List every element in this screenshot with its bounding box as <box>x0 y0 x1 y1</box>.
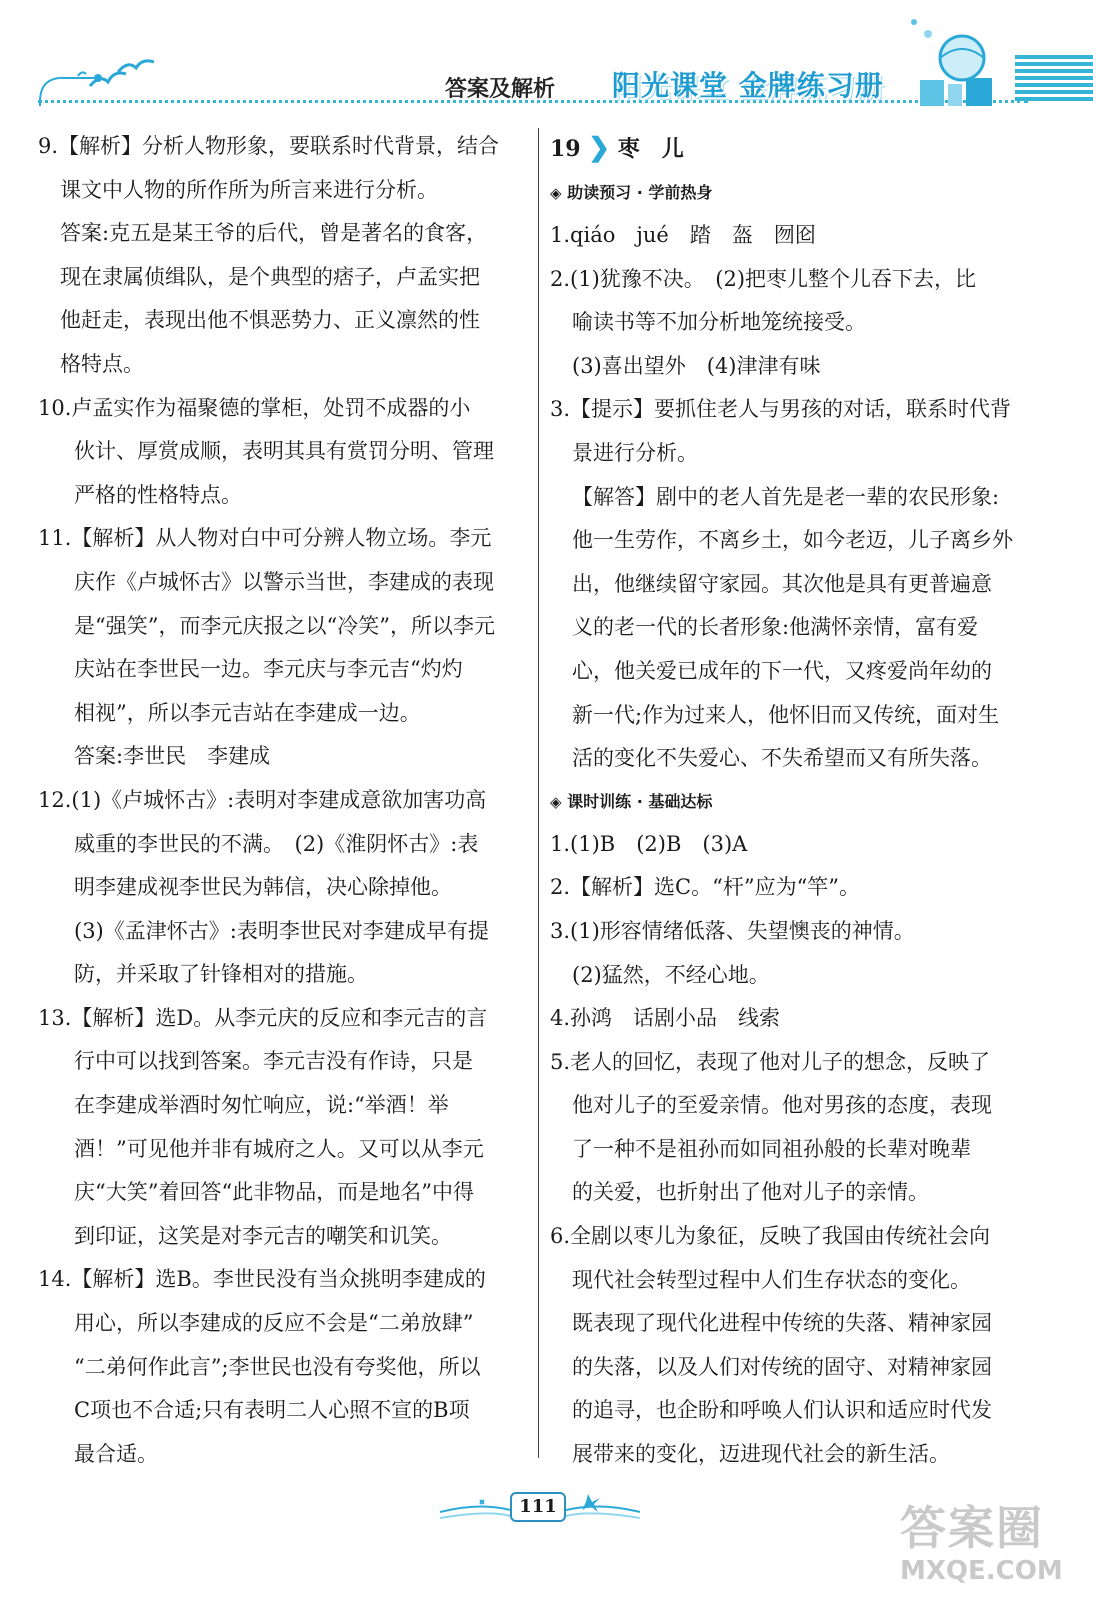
section-heading-text: 课时训练 · 基础达标 <box>567 791 713 811</box>
answer-11 <box>38 517 528 735</box>
lesson-name: 枣 儿 <box>617 136 684 162</box>
text-line: 的追寻，也企盼和呼唤人们认识和适应时代发 <box>572 1398 992 1423</box>
watermark <box>900 1500 1080 1595</box>
text-line: 答案:李世民 李建成 <box>74 744 271 769</box>
text-line: 1.(1)B (2)B (3)A <box>550 831 748 856</box>
text-line: 14.【解析】选B。李世民没有当众挑明李建成的 <box>38 1267 486 1292</box>
watermark-url: MXQE.COM <box>900 1556 1063 1586</box>
text-line: 相视”，所以李元吉站在李建成一边。 <box>74 700 421 725</box>
section-label: 答案及解析 <box>445 77 556 102</box>
preview-answer-2-part3 <box>550 345 1035 389</box>
text-line: 最合适。 <box>74 1441 158 1466</box>
training-answer-4 <box>550 997 1035 1041</box>
preview-answer-2 <box>550 258 1035 345</box>
diamond-bullet-icon: ◈ <box>550 184 562 202</box>
watermark-text: 答案圈 <box>900 1501 1044 1555</box>
page-footer <box>440 1478 640 1528</box>
preview-answer-3-solution <box>550 476 1035 781</box>
text-line: 庆“大笑”着回答“此非物品，而是地名”中得 <box>74 1180 474 1205</box>
text-line: 到印证，这笑是对李元吉的嘲笑和讥笑。 <box>74 1223 452 1248</box>
text-line: 用心，所以李建成的反应不会是“二弟放肆” <box>74 1311 474 1336</box>
text-line: 3.【提示】要抓住老人与男孩的对话，联系时代背 <box>550 397 1012 422</box>
text-line: 答案:克五是某王爷的后代，曾是著名的食客， <box>60 221 488 246</box>
book-title: 阳光课堂 金牌练习册 <box>612 69 884 102</box>
training-answer-1 <box>550 823 1035 867</box>
text-line: 9.【解析】分析人物形象，要联系时代背景，结合 <box>38 134 500 158</box>
text-line: 5.老人的回忆，表现了他对儿子的想念，反映了 <box>550 1049 991 1074</box>
text-line: (2)猛然，不经心地。 <box>572 962 770 987</box>
text-line: 了一种不是祖孙而如同祖孙般的长辈对晚辈 <box>572 1136 971 1161</box>
answer-12-part3 <box>38 910 528 997</box>
answer-11-result <box>38 735 528 779</box>
text-line: “二弟何作此言”;李世民也没有夸奖他，所以 <box>74 1354 481 1379</box>
text-line: 12.(1)《卢城怀古》:表明对李建成意欲加害功高 <box>38 787 487 812</box>
text-line: 6.全剧以枣儿为象征，反映了我国由传统社会向 <box>550 1224 991 1249</box>
training-answer-3-part2 <box>550 954 1035 998</box>
text-line: 展带来的变化，迈进现代社会的新生活。 <box>572 1442 950 1467</box>
text-line: 严格的性格特点。 <box>74 482 242 507</box>
text-line: 1.qiáo jué 踏 盔 囫囵 <box>550 223 816 247</box>
section-heading-preview <box>550 172 1035 214</box>
page-header <box>0 0 1093 120</box>
answer-13 <box>38 997 528 1259</box>
answer-14 <box>38 1258 528 1476</box>
text-line: 义的老一代的长者形象:他满怀亲情，富有爱 <box>572 615 979 640</box>
text-line: 心，他关爱已成年的下一代，又疼爱尚年幼的 <box>572 658 992 683</box>
column-divider <box>538 128 539 1458</box>
text-line: 的关爱，也折射出了他对儿子的亲情。 <box>572 1180 929 1205</box>
text-line: 4.孙鸿 话剧小品 线索 <box>550 1006 781 1031</box>
header-stripes-decoration <box>1015 55 1093 110</box>
text-line: (3)《孟津怀古》:表明李世民对李建成早有提 <box>74 918 489 943</box>
text-line: 现在隶属侦缉队，是个典型的痞子，卢孟实把 <box>60 264 480 289</box>
text-line: 2.(1)犹豫不决。 (2)把枣儿整个儿吞下去，比 <box>550 266 977 291</box>
text-line: 在李建成举酒时匆忙响应，说:“举酒！举 <box>74 1093 449 1118</box>
page-number: 111 <box>510 1492 566 1522</box>
text-line: (3)喜出望外 (4)津津有味 <box>572 353 821 378</box>
text-line: 3.(1)形容情绪低落、失望懊丧的神情。 <box>550 918 915 943</box>
preview-answer-3 <box>550 388 1035 475</box>
answer-10 <box>38 387 528 518</box>
globe-decoration-icon <box>900 10 1010 110</box>
section-heading-text: 助读预习 · 学前热身 <box>567 183 713 202</box>
text-line: 他一生劳作，不离乡土，如今老迈，儿子离乡外 <box>572 528 1013 553</box>
training-answer-3 <box>550 910 1035 954</box>
answer-9 <box>38 125 528 212</box>
text-line: 景进行分析。 <box>572 440 698 465</box>
text-line: 活的变化不失爱心、不失希望而又有所失落。 <box>572 746 992 771</box>
chevron-right-icon: ❯ <box>588 133 611 163</box>
right-column <box>550 125 1035 1477</box>
text-line: 出，他继续留守家园。其次他是具有更普遍意 <box>572 571 992 596</box>
text-line: 的失落，以及人们对传统的固守、对精神家园 <box>572 1354 992 1379</box>
text-line: 是“强笑”，而李元庆报之以“冷笑”，所以李元 <box>74 613 495 638</box>
text-line: C项也不合适;只有表明二人心照不宣的B项 <box>74 1398 470 1423</box>
text-line: 喻读书等不加分析地笼统接受。 <box>572 310 866 335</box>
text-line: 威重的李世民的不满。 (2)《淮阴怀古》:表 <box>74 831 479 856</box>
preview-answer-1 <box>550 214 1035 258</box>
text-line: 他对儿子的至爱亲情。他对男孩的态度，表现 <box>572 1093 992 1118</box>
training-answer-2 <box>550 866 1035 910</box>
left-column <box>38 125 528 1476</box>
answer-9-result <box>38 212 528 386</box>
section-heading-training <box>550 781 1035 823</box>
text-line: 【解答】剧中的老人首先是老一辈的农民形象: <box>572 484 1000 509</box>
answer-12 <box>38 779 528 910</box>
text-line: 庆站在李世民一边。李元庆与李元吉“灼灼 <box>74 657 463 682</box>
text-line: 10.卢孟实作为福聚德的掌柜，处罚不成器的小 <box>38 395 471 420</box>
text-line: 既表现了现代化进程中传统的失落、精神家园 <box>572 1311 992 1336</box>
text-line: 明李建成视李世民为韩信，决心除掉他。 <box>74 875 452 900</box>
lesson-title <box>550 125 1035 172</box>
text-line: 2.【解析】选C。“杆”应为“竿”。 <box>550 875 861 900</box>
training-answer-6 <box>550 1215 1035 1477</box>
diamond-bullet-icon: ◈ <box>550 792 562 811</box>
text-line: 课文中人物的所作所为所言来进行分析。 <box>60 177 438 202</box>
text-line: 防，并采取了针锋相对的措施。 <box>74 962 368 987</box>
text-line: 格特点。 <box>60 351 144 376</box>
text-line: 13.【解析】选D。从李元庆的反应和李元吉的言 <box>38 1005 488 1030</box>
text-line: 庆作《卢城怀古》以警示当世，李建成的表现 <box>74 569 494 594</box>
text-line: 11.【解析】从人物对白中可分辨人物立场。李元 <box>38 526 492 551</box>
text-line: 酒！”可见他并非有城府之人。又可以从李元 <box>74 1136 484 1161</box>
text-line: 现代社会转型过程中人们生存状态的变化。 <box>572 1267 971 1292</box>
text-line: 他赶走，表现出他不惧恶势力、正义凛然的性 <box>60 308 480 333</box>
text-line: 行中可以找到答案。李元吉没有作诗，只是 <box>74 1049 473 1074</box>
training-answer-5 <box>550 1041 1035 1215</box>
text-line: 伙计、厚赏成顺，表明其具有赏罚分明、管理 <box>74 439 494 464</box>
text-line: 新一代;作为过来人，他怀旧而又传统，面对生 <box>572 702 1000 727</box>
lesson-number: 19 <box>550 136 581 162</box>
